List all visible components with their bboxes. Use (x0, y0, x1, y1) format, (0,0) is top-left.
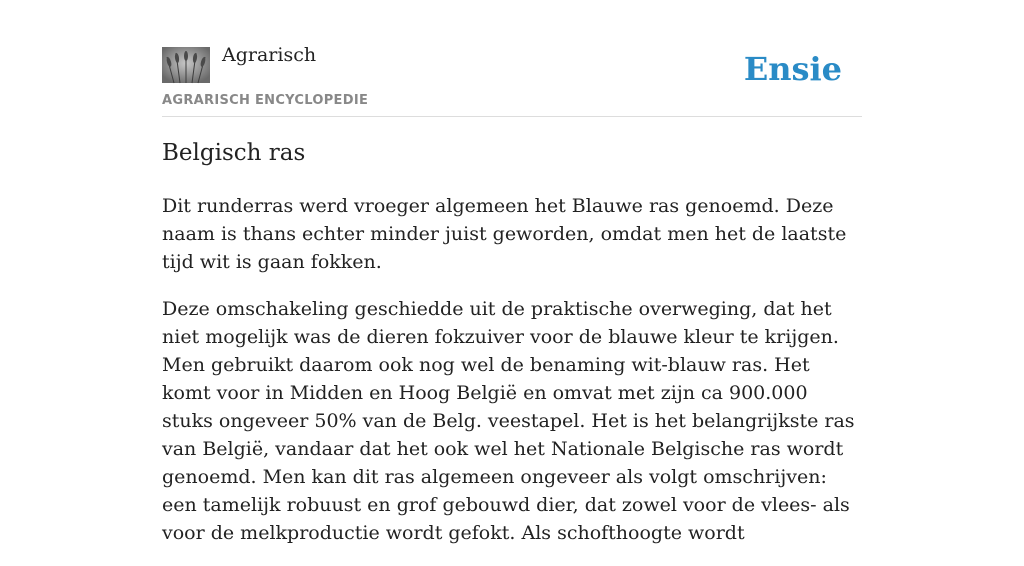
wheat-avatar-icon[interactable] (162, 47, 210, 83)
ensie-logo[interactable]: Ensie (743, 50, 842, 88)
site-header (162, 0, 862, 117)
article-body (162, 192, 862, 566)
content-container (162, 0, 862, 544)
category-link[interactable]: Agrarisch (222, 44, 317, 66)
article-title: Belgisch ras (162, 140, 306, 166)
article-paragraph: Dit runderras werd vroeger algemeen het Blauwe ras genoemd. Deze naam is thans echter minder juist geworden, omdat men het de laatste tijd wit is gaan fokken. (162, 195, 847, 273)
article-paragraph: Deze omschakeling geschiedde uit de praktische overweging, dat het niet mogelijk was de dieren fokzuiver voor de blauwe kleur te krijgen. Men gebruikt daarom ook nog wel de benaming wit-blauw ras. Het komt voor in Midden en Hoog België en omvat met zijn ca 900.000 stuks ongeveer 50% van de Belg. veestapel. Het is het belangrijkste ras van België, vandaar dat het ook wel het Nationale Belgische ras wordt genoemd. Men kan dit ras algemeen ongeveer als volgt omschrijven: een tamelijk robuust en grof gebouwd dier, dat zowel voor de vlees- als voor de melkproductie wordt gefokt. Als schofthoogte wordt (162, 298, 855, 544)
encyclopedia-subtitle: AGRARISCH ENCYCLOPEDIE (162, 93, 369, 108)
